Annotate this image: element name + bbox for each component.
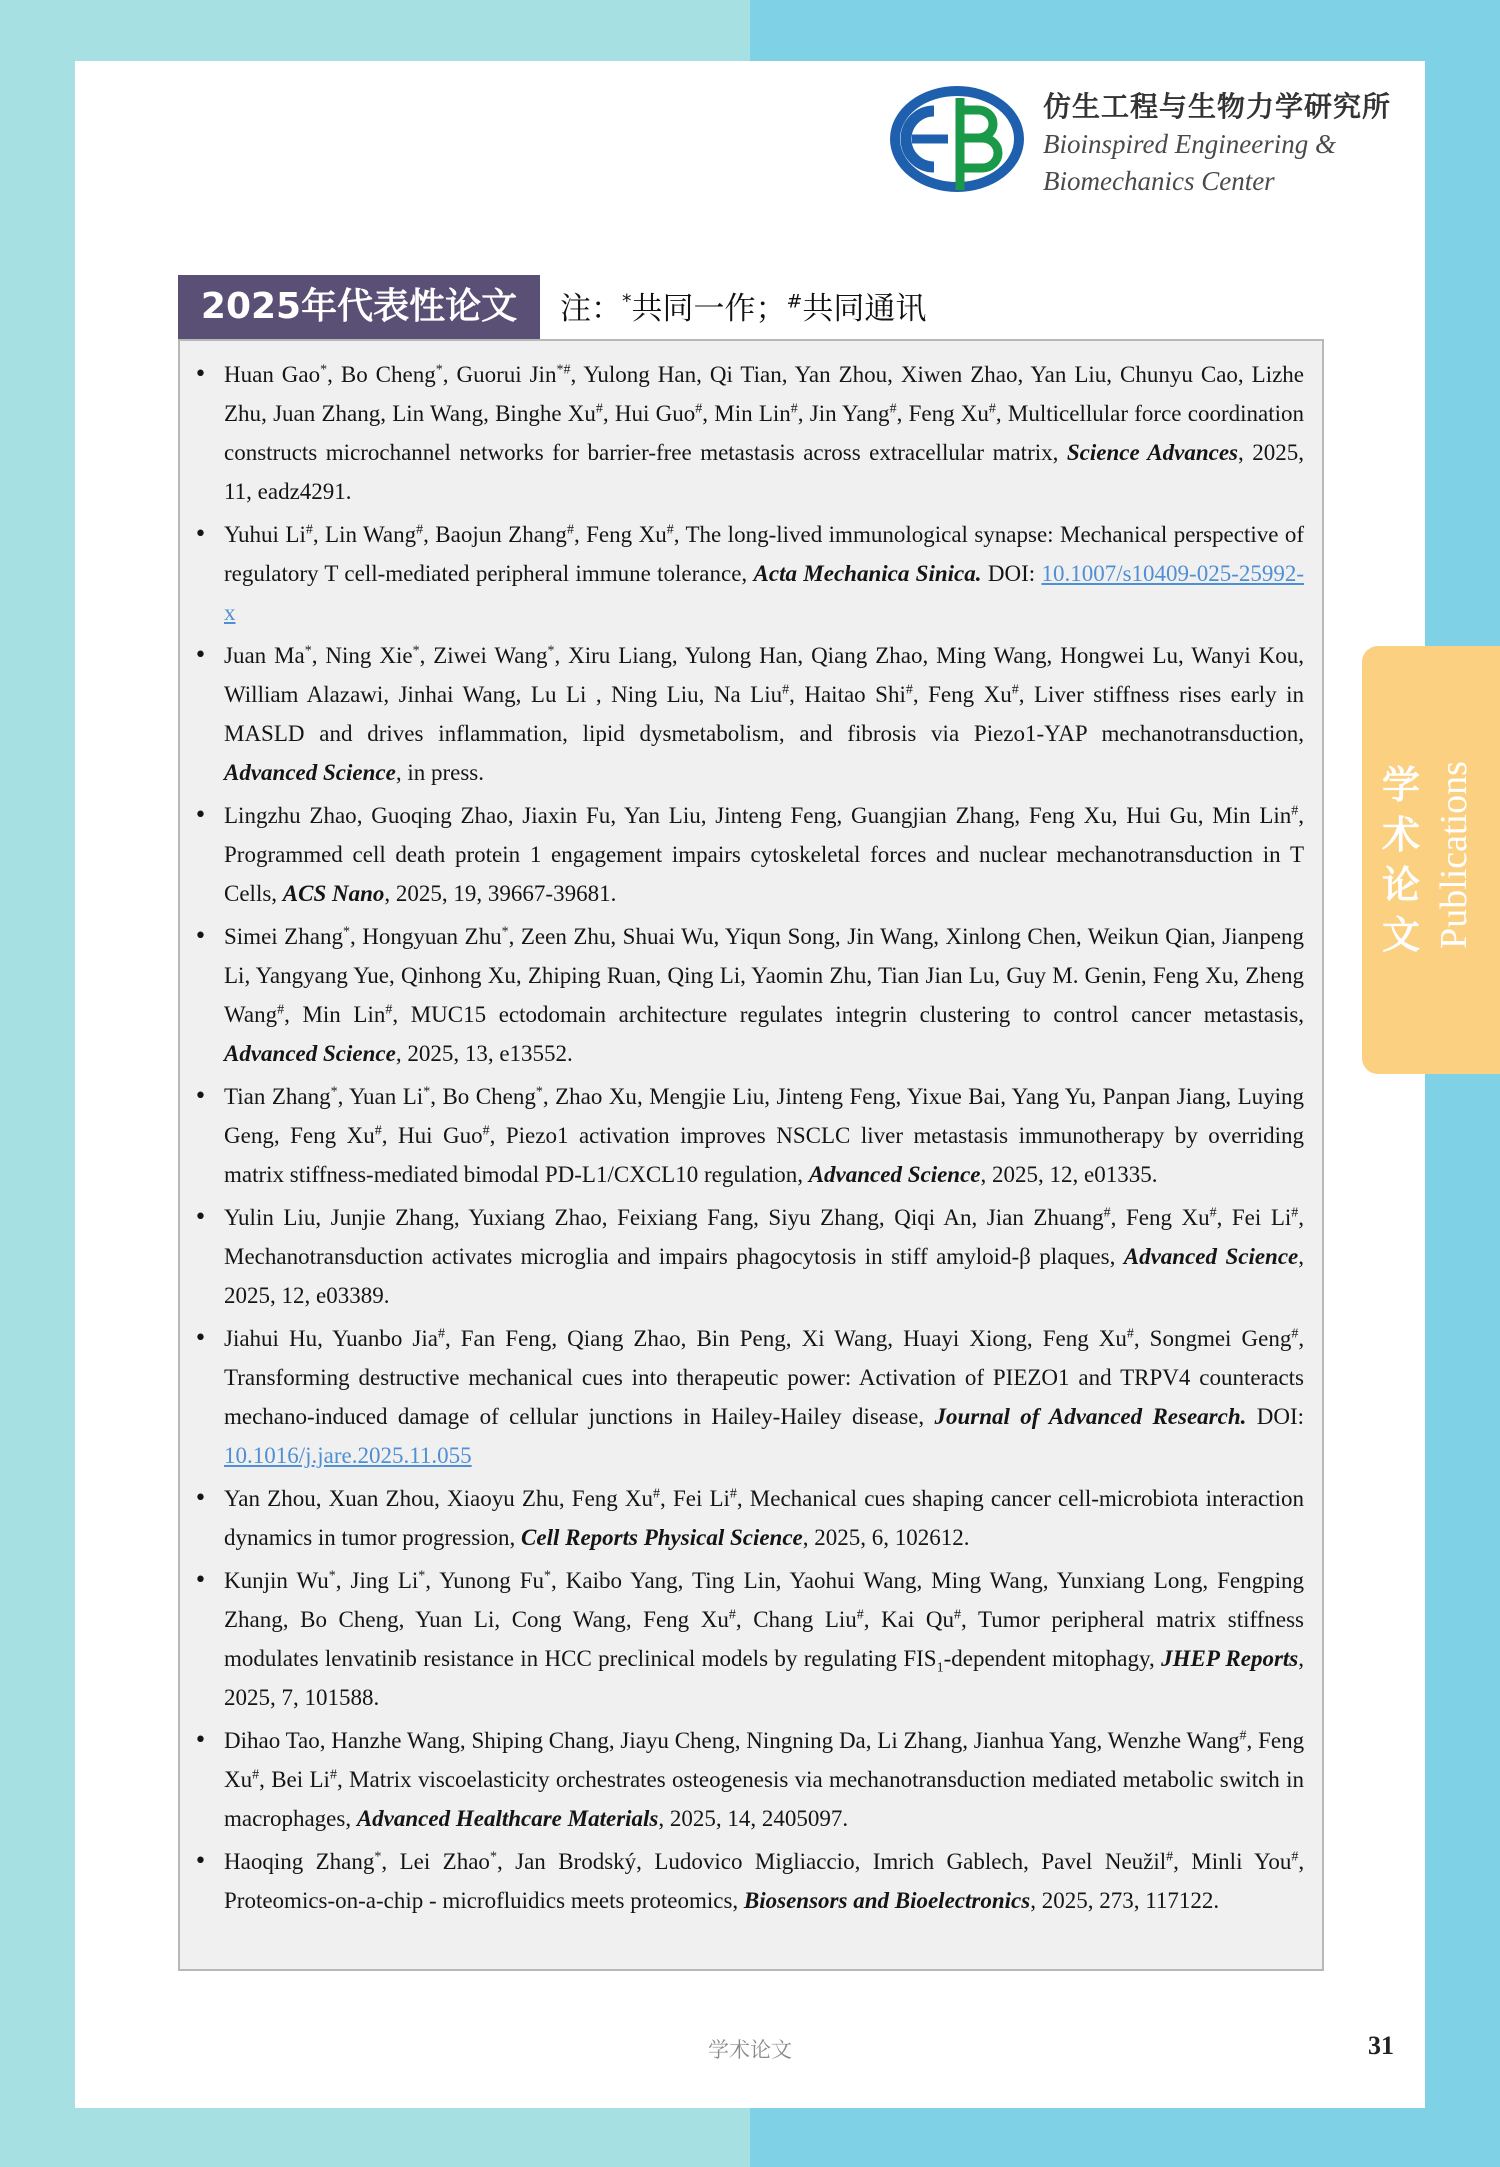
publication-title: Programmed cell death protein 1 engagement impairs cytoskeletal forces and nuclear mechanotransduction in T Cells	[224, 842, 1304, 906]
author-name: Feng Xu	[643, 1607, 729, 1632]
author-mark: *	[423, 1084, 431, 1100]
bullet: •	[194, 1326, 207, 1351]
publication-title: Mechanotransduction activates microglia and impairs phagocytosis in stiff amyloid-β plaques	[224, 1244, 1110, 1269]
note-hash-label: 共同通讯	[802, 291, 927, 327]
author-name: Jiahui Hu	[224, 1326, 318, 1351]
author-name: Junjie Zhang	[330, 1205, 454, 1230]
author-name: Bin Peng	[696, 1326, 786, 1351]
side-tab-char: 术	[1381, 813, 1420, 857]
bullet: •	[194, 362, 207, 387]
author-name: Jin Yang	[809, 401, 890, 426]
author-name: Qiqi An	[894, 1205, 972, 1230]
author-name: Ludovico Migliaccio	[654, 1849, 855, 1874]
author-name: Zheng Wang	[224, 963, 1305, 1027]
author-name: Jinteng Feng	[776, 1084, 896, 1109]
author-name: Yang Yu	[1011, 1084, 1091, 1109]
publication-entry: • Simei Zhang*, Hongyuan Zhu*, Zeen Zhu, Shuai Wu, Yiqun Song, Jin Wang, Xinlong Chen, Weikun Qian, Jianpeng Li, Yangyang Yue, Qinhong Xu, Zhiping Ruan, Qing Li, Yaomin Zhu, Tian Jian Lu, Guy M. Genin, Feng Xu, Zheng Wang#, Min Lin#, MUC15 ectodomain architecture regulates integrin clustering to control cancer metastasis, Advanced Science, 2025, 13, e13552.	[180, 917, 1304, 1073]
author-mark: #	[252, 1767, 260, 1783]
author-mark: *	[435, 362, 443, 378]
author-name: Yan Liu	[623, 803, 701, 828]
bullet: •	[194, 1849, 207, 1874]
journal-name: Advanced Science	[808, 1162, 981, 1187]
note-prefix: 注：	[560, 291, 622, 327]
author-mark: *#	[556, 362, 571, 378]
author-mark: #	[1011, 682, 1019, 698]
author-name: Binghe Xu	[495, 401, 596, 426]
side-tab-english-label: Publications	[1433, 761, 1475, 949]
author-name: Yaohui Wang	[789, 1568, 917, 1593]
author-name: Bo Cheng	[442, 1084, 536, 1109]
bullet: •	[194, 643, 207, 668]
author-mark: #	[653, 1486, 661, 1502]
author-mark: *	[374, 1849, 382, 1865]
author-name: Feng Xu	[928, 682, 1012, 707]
note-hash-mark: #	[786, 290, 803, 313]
author-mark: #	[1291, 1326, 1299, 1342]
author-name: Jinteng Feng	[715, 803, 837, 828]
bullet: •	[194, 1728, 207, 1753]
author-name: Qi Tian	[709, 362, 782, 387]
author-mark: #	[416, 522, 424, 538]
author-name: Feng Xu	[1125, 1205, 1210, 1230]
author-name: Xiru Liang	[568, 643, 672, 668]
author-name: Ming Wang	[936, 643, 1047, 668]
author-mark: #	[1291, 1849, 1299, 1865]
section-note	[560, 283, 926, 328]
author-name: Bo Cheng	[300, 1607, 399, 1632]
author-mark: #	[889, 401, 897, 417]
author-name: Yuhui Li	[224, 522, 306, 547]
author-name: Yan Liu	[1030, 362, 1107, 387]
publication-entry: • Huan Gao*, Bo Cheng*, Guorui Jin*#, Yulong Han, Qi Tian, Yan Zhou, Xiwen Zhao, Yan Liu, Chunyu Cao, Lizhe Zhu, Juan Zhang, Lin Wang, Binghe Xu#, Hui Guo#, Min Lin#, Jin Yang#, Feng Xu#, Multicellular force coordination constructs microchannel networks for barrier-free metastasis across extracellular matrix, Science Advances, 2025, 11, eadz4291.	[180, 355, 1304, 511]
journal-name: Advanced Science	[224, 760, 396, 785]
author-name: Imrich Gablech	[872, 1849, 1024, 1874]
author-mark: #	[1209, 1205, 1217, 1221]
author-name: Feng Xu	[290, 1123, 375, 1148]
author-name: Feng Xu	[1042, 1326, 1127, 1351]
author-name: Lu Li	[530, 682, 596, 707]
author-mark: #	[728, 1607, 736, 1623]
author-name: Wanyi Kou	[1191, 643, 1299, 668]
org-name-english-line1: Bioinspired Engineering &	[1043, 129, 1336, 159]
author-mark: *	[489, 1849, 497, 1865]
author-mark: #	[782, 682, 790, 698]
author-mark: #	[988, 401, 996, 417]
author-name: Yan Zhou	[794, 362, 888, 387]
author-name: Lin Wang	[392, 401, 484, 426]
journal-name: Advanced Science	[224, 1041, 396, 1066]
author-name: Zhao Xu	[555, 1084, 637, 1109]
publication-entry: • Dihao Tao, Hanzhe Wang, Shiping Chang, Jiayu Cheng, Ningning Da, Li Zhang, Jianhua Yang, Wenzhe Wang#, Feng Xu#, Bei Li#, Matrix viscoelasticity orchestrates osteogenesis via mechanotransduction mediated metabolic switch in macrophages, Advanced Healthcare Materials, 2025, 14, 2405097.	[180, 1721, 1304, 1838]
author-name: Lei Zhao	[399, 1849, 490, 1874]
author-name: Haitao Shi	[804, 682, 906, 707]
journal-name: Journal of Advanced Research.	[934, 1404, 1247, 1429]
author-mark: #	[729, 1486, 737, 1502]
author-name: Qing Li	[667, 963, 741, 988]
author-name: Qinhong Xu	[400, 963, 516, 988]
author-name: Hui Guo	[397, 1123, 483, 1148]
publication-details: 2025, 7, 101588.	[224, 1685, 380, 1710]
publication-details: 2025, 19, 39667-39681.	[395, 881, 617, 906]
author-name: Qiang Zhao	[567, 1326, 681, 1351]
publication-entry: • Kunjin Wu*, Jing Li*, Yunong Fu*, Kaibo Yang, Ting Lin, Yaohui Wang, Ming Wang, Yunxiang Long, Fengping Zhang, Bo Cheng, Yuan Li, Cong Wang, Feng Xu#, Chang Liu#, Kai Qu#, Tumor peripheral matrix stiffness modulates lenvatinib resistance in HCC preclinical models by regulating $FIS_1$-dependent mitophagy, JHEP Reports, 2025, 7, 101588.	[180, 1561, 1304, 1717]
bullet: •	[194, 1486, 207, 1511]
institute-logo	[890, 86, 1024, 192]
author-name: Hui Gu	[1126, 803, 1198, 828]
author-name: Hanzhe Wang	[331, 1728, 460, 1753]
author-name: Huan Gao	[224, 362, 321, 387]
author-name: Yuanbo Jia	[332, 1326, 438, 1351]
bullet: •	[194, 1205, 207, 1230]
author-name: Bo Cheng	[340, 362, 436, 387]
author-name: Yangyang Yue	[255, 963, 389, 988]
author-name: Qiang Zhao	[811, 643, 923, 668]
bullet: •	[194, 1084, 207, 1109]
author-name: Jiaxin Fu	[522, 803, 611, 828]
author-name: Kunjin Wu	[224, 1568, 329, 1593]
author-name: Li Zhang	[877, 1728, 963, 1753]
author-name: Fan Feng	[460, 1326, 552, 1351]
author-name: Kai Qu	[881, 1607, 955, 1632]
author-name: Jinhai Wang	[398, 682, 516, 707]
org-name-english-line2: Biomechanics Center	[1043, 166, 1275, 196]
publication-details: 2025, 13, e13552.	[407, 1041, 573, 1066]
author-mark: *	[535, 1084, 543, 1100]
author-name: Haoqing Zhang	[224, 1849, 375, 1874]
publication-title: Piezo1 activation improves NSCLC liver metastasis immunotherapy by overriding matrix stiffness-mediated bimodal PD-L1/CXCL10 regulation	[224, 1123, 1305, 1187]
publication-details: 2025, 12, e03389.	[224, 1283, 390, 1308]
author-name: Dihao Tao	[224, 1728, 320, 1753]
author-name: Zeen Zhu	[520, 924, 611, 949]
journal-name: Biosensors and Bioelectronics	[743, 1888, 1031, 1913]
author-mark: #	[790, 401, 798, 417]
author-name: Fei Li	[1231, 1205, 1292, 1230]
author-mark: #	[856, 1607, 864, 1623]
publication-entry: • Lingzhu Zhao, Guoqing Zhao, Jiaxin Fu, Yan Liu, Jinteng Feng, Guangjian Zhang, Feng Xu, Hui Gu, Min Lin#, Programmed cell death protein 1 engagement impairs cytoskeletal forces and nuclear mechanotransduction in T Cells, ACS Nano, 2025, 19, 39667-39681.	[180, 796, 1304, 913]
author-name: Guorui Jin	[456, 362, 557, 387]
author-name: Yixue Bai	[906, 1084, 1001, 1109]
author-name: Yuan Li	[348, 1084, 424, 1109]
author-name: Xiwen Zhao	[900, 362, 1018, 387]
author-name: Hongwei Lu	[1060, 643, 1179, 668]
author-mark: #	[905, 682, 913, 698]
author-name: Min Lin	[1212, 803, 1292, 828]
author-mark: #	[329, 1767, 337, 1783]
author-name: Juan Zhang	[273, 401, 381, 426]
author-name: Feng Xu	[224, 1728, 1305, 1792]
author-mark: #	[385, 1002, 393, 1018]
author-name: Tian Zhang	[224, 1084, 331, 1109]
publication-details: in press.	[407, 760, 484, 785]
author-name: Yulong Han	[684, 643, 798, 668]
author-mark: *	[320, 362, 328, 378]
publication-details: 2025, 6, 102612.	[814, 1525, 970, 1550]
publication-title: MUC15 ectodomain architecture regulates integrin clustering to control cancer metastasis	[410, 1002, 1299, 1027]
journal-name: ACS Nano	[282, 881, 385, 906]
author-mark: #	[482, 1123, 490, 1139]
publication-title: The long-lived immunological synapse: Mechanical perspective of regulatory T cell-mediated peripheral immune tolerance	[224, 522, 1305, 586]
bullet: •	[194, 1568, 207, 1593]
author-name: Yan Zhou	[224, 1486, 316, 1511]
author-name: Kaibo Yang	[565, 1568, 678, 1593]
publication-entry: • Tian Zhang*, Yuan Li*, Bo Cheng*, Zhao Xu, Mengjie Liu, Jinteng Feng, Yixue Bai, Yang Yu, Panpan Jiang, Luying Geng, Feng Xu#, Hui Guo#, Piezo1 activation improves NSCLC liver metastasis immunotherapy by overriding matrix stiffness-mediated bimodal PD-L1/CXCL10 regulation, Advanced Science, 2025, 12, e01335.	[180, 1077, 1304, 1194]
author-name: Jin Wang	[847, 924, 934, 949]
author-name: Lin Wang	[325, 522, 417, 547]
page-number: 31	[1368, 2031, 1394, 2060]
author-name: Ziwei Wang	[433, 643, 548, 668]
author-mark: #	[374, 1123, 382, 1139]
author-name: Hui Guo	[614, 401, 696, 426]
author-name: Feng Xu	[1028, 803, 1112, 828]
journal-name: Advanced Healthcare Materials	[356, 1806, 659, 1831]
side-tab-char: 论	[1381, 863, 1420, 907]
author-name: Mengjie Liu	[649, 1084, 765, 1109]
org-name-english	[1043, 126, 1336, 200]
author-mark: #	[666, 522, 674, 538]
publication-details: DOI:	[1256, 1404, 1304, 1429]
side-tab-chinese-label	[1378, 760, 1424, 960]
author-name: Luying Geng	[224, 1084, 1305, 1148]
note-star-mark: *	[622, 290, 632, 313]
author-mark: *	[418, 1568, 426, 1584]
author-name: Songmei Geng	[1149, 1326, 1292, 1351]
author-mark: *	[547, 643, 555, 659]
note-star-label: 共同一作；	[631, 291, 787, 327]
author-mark: #	[1126, 1326, 1134, 1342]
publication-entry: • Juan Ma*, Ning Xie*, Ziwei Wang*, Xiru Liang, Yulong Han, Qiang Zhao, Ming Wang, Hongwei Lu, Wanyi Kou, William Alazawi, Jinhai Wang, Lu Li , Ning Liu, Na Liu#, Haitao Shi#, Feng Xu#, Liver stiffness rises early in MASLD and drives inflammation, lipid dysmetabolism, and fibrosis via Piezo1-YAP mechanotransduction, Advanced Science, in press.	[180, 636, 1304, 792]
author-name: Xiaoyu Zhu	[447, 1486, 559, 1511]
author-name: Jianpeng Li	[224, 924, 1304, 988]
bullet: •	[194, 924, 207, 949]
author-name: Fei Li	[672, 1486, 730, 1511]
author-name: Na Liu	[713, 682, 783, 707]
author-mark: #	[1291, 803, 1299, 819]
author-mark: *	[328, 1568, 336, 1584]
author-name: Pavel Neužil	[1041, 1849, 1167, 1874]
publication-title: Mechanical cues shaping cancer cell-microbiota interaction dynamics in tumor progression	[224, 1486, 1304, 1550]
section-title: 2025年代表性论文	[178, 275, 540, 339]
author-name: Jianhua Yang	[973, 1728, 1097, 1753]
doi-link[interactable]: 10.1016/j.jare.2025.11.055	[224, 1443, 472, 1468]
publication-entry: • Yulin Liu, Junjie Zhang, Yuxiang Zhao, Feixiang Fang, Siyu Zhang, Qiqi An, Jian Zhuang#, Feng Xu#, Fei Li#, Mechanotransduction activates microglia and impairs phagocytosis in stiff amyloid-β plaques, Advanced Science, 2025, 12, e03389.	[180, 1198, 1304, 1315]
author-name: Xinlong Chen	[945, 924, 1076, 949]
author-mark: #	[1103, 1205, 1111, 1221]
publication-list	[180, 341, 1322, 1920]
author-name: Xuan Zhou	[328, 1486, 435, 1511]
author-name: Chunyu Cao	[1120, 362, 1238, 387]
author-name: Tian Jian Lu	[877, 963, 995, 988]
author-name: Feixiang Fang	[617, 1205, 754, 1230]
author-mark: #	[277, 1002, 285, 1018]
publication-title-subscript: 1	[936, 1660, 944, 1676]
publication-title: Liver stiffness rises early in MASLD and drives inflammation, lipid dysmetabolism, and fibrosis via Piezo1-YAP mechanotransduction	[224, 682, 1304, 746]
author-name: Bei Li	[271, 1767, 330, 1792]
publication-entry: • Yan Zhou, Xuan Zhou, Xiaoyu Zhu, Feng Xu#, Fei Li#, Mechanical cues shaping cancer cell-microbiota interaction dynamics in tumor progression, Cell Reports Physical Science, 2025, 6, 102612.	[180, 1479, 1304, 1557]
author-name: Baojun Zhang	[435, 522, 567, 547]
author-name: Minli You	[1191, 1849, 1292, 1874]
doi-link[interactable]: 10.1007/s10409-025-25992-x	[224, 561, 1305, 625]
publication-list-box	[178, 339, 1324, 1971]
author-name: Jan Brodský	[515, 1849, 637, 1874]
author-name: Jiayu Cheng	[620, 1728, 735, 1753]
author-mark: #	[595, 401, 603, 417]
publication-title: Matrix viscoelasticity orchestrates osteogenesis via mechanotransduction mediated metabolic switch in macrophages	[224, 1767, 1305, 1831]
side-tab-char: 学	[1381, 763, 1420, 807]
publication-details: 2025, 12, e01335.	[992, 1162, 1158, 1187]
author-name: Chang Liu	[753, 1607, 857, 1632]
author-name: Huayi Xiong	[903, 1326, 1027, 1351]
author-name: Yunxiang Long	[1056, 1568, 1203, 1593]
author-name: Guy M. Genin	[1006, 963, 1141, 988]
publication-title: Proteomics-on-a-chip - microfluidics meets proteomics	[224, 1888, 733, 1913]
author-name: Yunong Fu	[439, 1568, 545, 1593]
author-name: Jian Zhuang	[986, 1205, 1104, 1230]
author-mark: #	[1166, 1849, 1174, 1865]
author-name: Xi Wang	[801, 1326, 888, 1351]
author-name: Min Lin	[714, 401, 791, 426]
author-name: Yiqun Song	[724, 924, 835, 949]
author-name: Fengping Zhang	[224, 1568, 1304, 1632]
publication-details: DOI:	[987, 561, 1036, 586]
author-name: William Alazawi	[224, 682, 384, 707]
publication-details: 2025, 273, 117122.	[1041, 1888, 1220, 1913]
author-mark: #	[954, 1607, 962, 1623]
bullet: •	[194, 522, 207, 547]
publication-title-end: -dependent mitophagy	[943, 1646, 1149, 1671]
author-name: Panpan Jiang	[1102, 1084, 1226, 1109]
publication-entry: • Yuhui Li#, Lin Wang#, Baojun Zhang#, Feng Xu#, The long-lived immunological synapse: Mechanical perspective of regulatory T cell-mediated peripheral immune tolerance, Acta Mechanica Sinica. DOI: 10.1007/s10409-025-25992-x	[180, 515, 1304, 632]
author-name: Guoqing Zhao	[371, 803, 508, 828]
publication-title: Tumor peripheral matrix stiffness modulates lenvatinib resistance in HCC preclinical models by regulating FIS	[224, 1607, 1305, 1671]
author-name: Jing Li	[350, 1568, 419, 1593]
author-name: Feng Xu	[586, 522, 667, 547]
journal-name: Acta Mechanica Sinica.	[753, 561, 982, 586]
author-name: Ning Liu	[611, 682, 699, 707]
author-name: Hongyuan Zhu	[362, 924, 502, 949]
author-name: Weikun Qian	[1087, 924, 1210, 949]
author-name: Ningning Da	[746, 1728, 866, 1753]
author-mark: *	[501, 924, 509, 940]
publication-entry: • Haoqing Zhang*, Lei Zhao*, Jan Brodský, Ludovico Migliaccio, Imrich Gablech, Pavel Neužil#, Minli You#, Proteomics-on-a-chip - microfluidics meets proteomics, Biosensors and Bioelectronics, 2025, 273, 117122.	[180, 1842, 1304, 1920]
org-name-chinese: 仿生工程与生物力学研究所	[1043, 90, 1392, 123]
bullet: •	[194, 803, 207, 828]
author-name: Lizhe Zhu	[224, 362, 1304, 426]
author-name: Feng Xu	[571, 1486, 654, 1511]
author-mark: *	[304, 643, 312, 659]
publication-title: Multicellular force coordination constructs microchannel networks for barrier-free metastasis across extracellular matrix	[224, 401, 1304, 465]
author-name: Yulong Han	[583, 362, 697, 387]
author-mark: #	[1291, 1205, 1299, 1221]
journal-name: Cell Reports Physical Science	[521, 1525, 803, 1550]
author-name: Simei Zhang	[224, 924, 343, 949]
author-mark: *	[330, 1084, 338, 1100]
author-mark: #	[1239, 1728, 1247, 1744]
author-mark: #	[305, 522, 313, 538]
author-name: Ming Wang	[931, 1568, 1043, 1593]
author-name: Lingzhu Zhao	[224, 803, 357, 828]
author-name: Yuan Li	[415, 1607, 495, 1632]
author-name: Shuai Wu	[622, 924, 714, 949]
author-name: Shiping Chang	[471, 1728, 609, 1753]
publication-title: Transforming destructive mechanical cues into therapeutic power: Activation of PIEZO1 and TRPV4 counteracts mechano-induced damage of cellular junctions in Hailey-Hailey disease	[224, 1365, 1304, 1429]
author-name: Zhiping Ruan	[527, 963, 656, 988]
author-name: Ning Xie	[325, 643, 413, 668]
publication-details: 2025, 14, 2405097.	[669, 1806, 849, 1831]
side-tab-english-wrap	[1424, 750, 1484, 960]
journal-name: JHEP Reports	[1161, 1646, 1299, 1671]
journal-name: Advanced Science	[1123, 1244, 1299, 1269]
author-mark: *	[412, 643, 420, 659]
author-mark: #	[695, 401, 703, 417]
author-mark: *	[544, 1568, 552, 1584]
author-name: Wenzhe Wang	[1107, 1728, 1240, 1753]
author-name: Juan Ma	[224, 643, 305, 668]
footer-section-label: 学术论文	[708, 2038, 792, 2062]
author-mark: #	[566, 522, 574, 538]
author-name: Cong Wang	[511, 1607, 626, 1632]
author-name: Yaomin Zhu	[751, 963, 867, 988]
author-name: Feng Xu	[1152, 963, 1234, 988]
author-name: Guangjian Zhang	[851, 803, 1015, 828]
author-mark: #	[437, 1326, 445, 1342]
publication-details: 2025, 11, eadz4291.	[224, 440, 1304, 504]
author-name: Siyu Zhang	[768, 1205, 879, 1230]
author-name: Ting Lin	[692, 1568, 776, 1593]
author-name: Feng Xu	[908, 401, 989, 426]
author-name: Min Lin	[302, 1002, 386, 1027]
author-name: Yuxiang Zhao	[468, 1205, 602, 1230]
journal-name: Science Advances	[1066, 440, 1239, 465]
publication-entry: • Jiahui Hu, Yuanbo Jia#, Fan Feng, Qiang Zhao, Bin Peng, Xi Wang, Huayi Xiong, Feng Xu#, Songmei Geng#, Transforming destructive mechanical cues into therapeutic power: Activation of PIEZO1 and TRPV4 counteracts mechano-induced damage of cellular junctions in Hailey-Hailey disease, Journal of Advanced Research. DOI: 10.1016/j.jare.2025.11.055	[180, 1319, 1304, 1475]
side-tab-char: 文	[1381, 913, 1420, 957]
author-name: Yulin Liu	[224, 1205, 316, 1230]
author-mark: *	[342, 924, 350, 940]
